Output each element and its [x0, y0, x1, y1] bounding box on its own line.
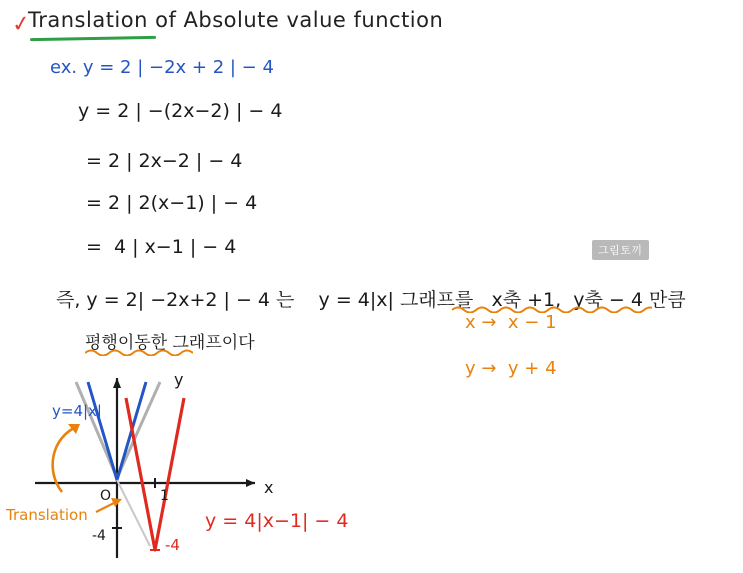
graph-svg [0, 360, 360, 573]
y-axis-arrow [113, 378, 121, 388]
example-line [50, 57, 274, 78]
squiggle-underline-left [85, 348, 193, 356]
vertex-label-neg4: -4 [165, 536, 180, 554]
title-underline [30, 36, 156, 41]
y-axis-label: y [174, 370, 184, 389]
step-line-4: = 4 | x−1 | − 4 [86, 236, 237, 258]
conclusion-line: 즉, y = 2| −2x+2 | − 4 는 y = 4|x| 그래프를 x축 +1, y축 − 4 만큼 [56, 289, 686, 311]
translation-label: Translation [6, 506, 88, 524]
final-equation: y = 4|x−1| − 4 [205, 510, 349, 532]
example-equation: y = 2 | −2x + 2 | − 4 [82, 57, 274, 78]
x-axis-label: x [264, 478, 274, 497]
step-line-2: = 2 | 2x−2 | − 4 [86, 150, 243, 172]
shift-x-note: x → x − 1 [465, 312, 557, 333]
shift-y-note: y → y + 4 [465, 358, 557, 379]
example-label: ex. [50, 57, 78, 78]
y-tick-label-neg4: -4 [92, 528, 106, 544]
conclusion-line-2: 평행이동한 그래프이다 [85, 333, 255, 353]
graph-area [0, 360, 360, 573]
blue-curve-label: y=4|x| [52, 402, 102, 420]
x-axis-arrow [246, 479, 255, 487]
check-mark-icon: ✓ [10, 10, 33, 39]
step-line-1: y = 2 | −(2x−2) | − 4 [78, 100, 283, 122]
origin-label: O [100, 488, 112, 504]
page-title: Translation of Absolute value function [28, 8, 444, 32]
step-line-3: = 2 | 2(x−1) | − 4 [86, 192, 258, 214]
watermark: 그림토끼 [592, 240, 649, 260]
x-tick-label-1: 1 [160, 488, 169, 504]
